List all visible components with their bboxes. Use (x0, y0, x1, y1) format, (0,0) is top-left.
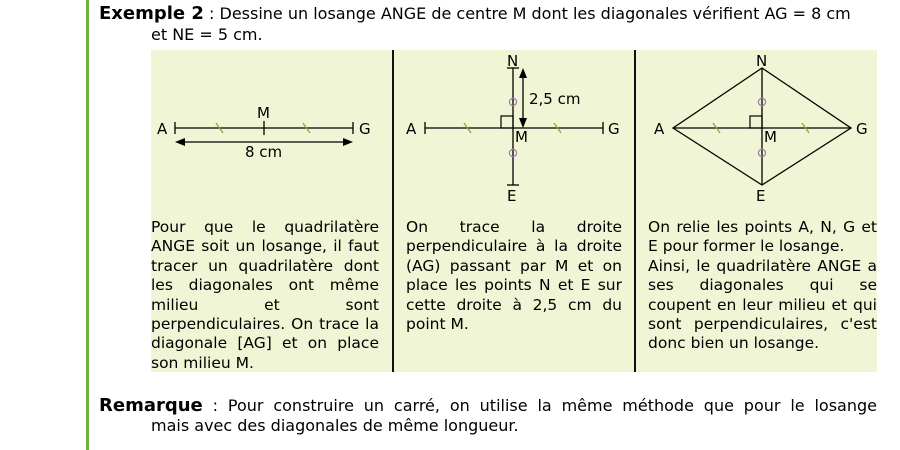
remark (99, 396, 877, 416)
remark-line2: mais avec des diagonales de même longueur. (151, 416, 519, 435)
step-1-text: Pour que le quadrilatère ANGE soit un losange, il faut tracer un quadrilatère dont les diagonales ont même milieu et sont perpendiculaires. On trace la diagonale [AG] et on place son milieu M. (151, 218, 379, 372)
arrowhead-left (175, 138, 185, 146)
label-M: M (515, 128, 528, 146)
arrowhead-down (519, 118, 527, 128)
figure-step-3 (636, 50, 877, 218)
remark-title: Remarque (99, 395, 203, 416)
arrowhead-right (343, 138, 353, 146)
label-G: G (608, 120, 620, 138)
figure-step-2 (394, 50, 634, 218)
remark-line1: : Pour construire un carré, on utilise la même méthode que pour le losange (202, 396, 877, 415)
step-3-text (648, 218, 877, 354)
label-M: M (764, 128, 777, 146)
step-2-text: On trace la droite perpendiculaire à la droite (AG) passant par M et on place les points N et E sur cette droite à 2,5 cm du point M. (406, 218, 622, 334)
example-title: Exemple 2 (99, 3, 204, 24)
label-G: G (856, 120, 868, 138)
step-3-text-line1: On relie les points A, N, G et E pour former le losange. (648, 218, 877, 256)
label-G: G (359, 120, 371, 138)
label-A: A (157, 120, 168, 138)
label-A: A (654, 120, 665, 138)
label-N: N (507, 52, 519, 70)
example-statement-line2: et NE = 5 cm. (151, 25, 263, 44)
arrowhead-up (519, 68, 527, 78)
right-angle-mark (750, 116, 762, 128)
label-N: N (756, 52, 768, 70)
example-statement-line1: : Dessine un losange ANGE de centre M dont les diagonales vérifient AG = 8 cm (203, 4, 851, 23)
left-margin-rule (86, 0, 89, 450)
label-length-MN: 2,5 cm (529, 90, 581, 108)
figure-step-1 (151, 50, 392, 218)
label-M: M (257, 104, 270, 122)
label-E: E (507, 187, 517, 205)
right-angle-mark (501, 116, 513, 128)
example-statement (99, 4, 879, 24)
label-A: A (406, 120, 417, 138)
label-length-AG: 8 cm (245, 143, 283, 161)
label-E: E (756, 187, 766, 205)
step-3-text-line2: Ainsi, le quadrilatère ANGE a ses diagonales qui se coupent en leur milieu et qui sont perpendiculaires, c'est donc bien un losange. (648, 256, 877, 353)
